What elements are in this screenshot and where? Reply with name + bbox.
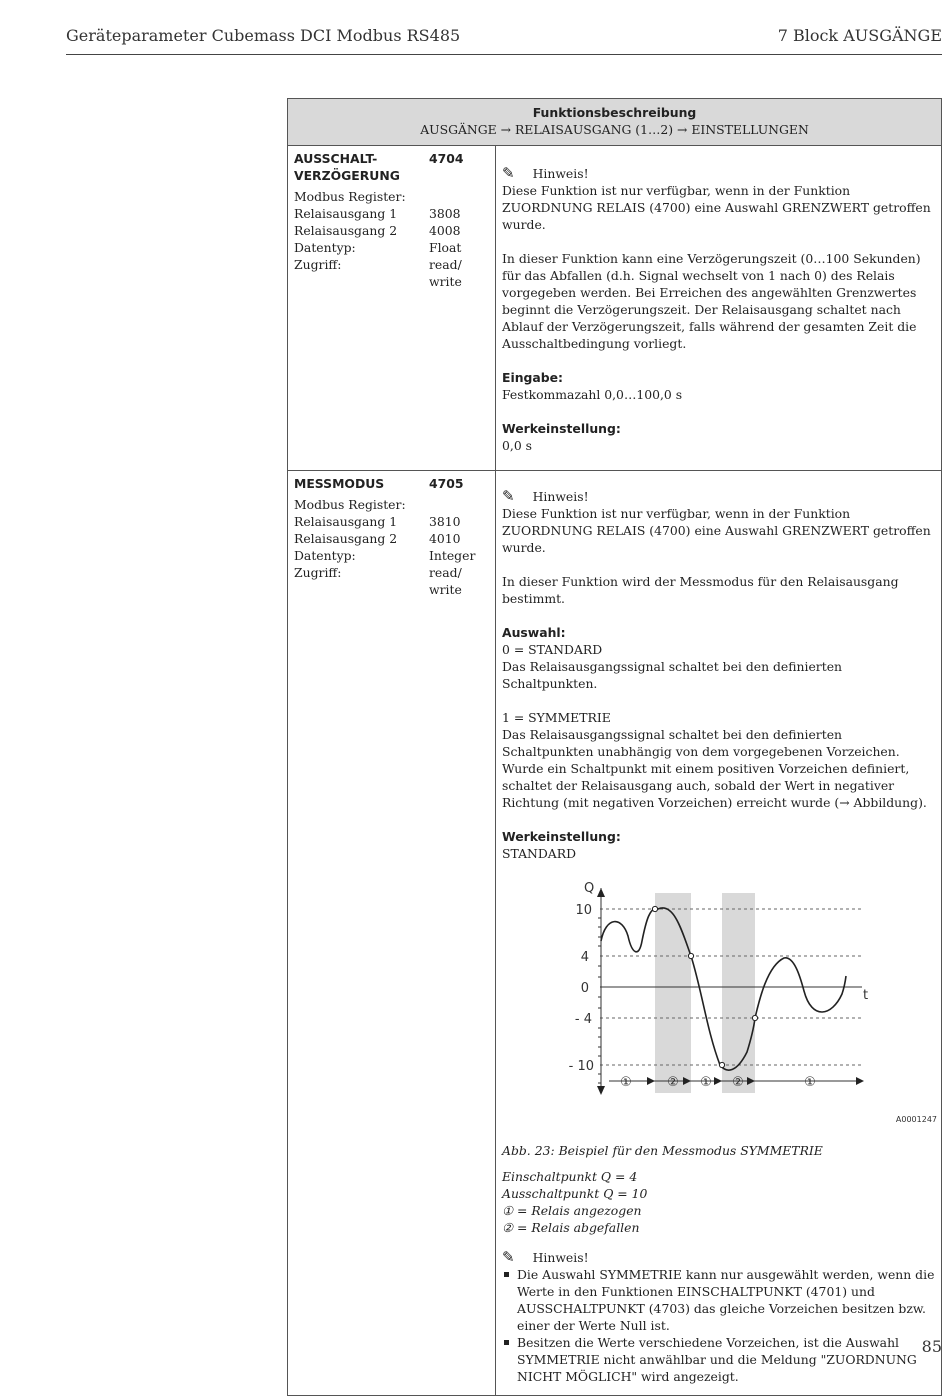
option-symmetrie-desc: Das Relaisausgangssignal schaltet bei den definierten Schaltpunkten unabhängig von dem vorgegebenen Vorzeichen. Wurde ein Schaltpunkt mit einem positiven Vorzeichen definiert, schaltet der Relaisausgang auch, sobald der Wert in negativer Richtung (mit negativen Vorzeichen) erreicht wurde (→ Abbildung). [502, 727, 927, 810]
zone-mark: ① [804, 1075, 816, 1090]
symmetry-figure [502, 876, 935, 1128]
relay1-label: Relaisausgang 1 [294, 206, 398, 221]
relay-off-zone [722, 893, 755, 1093]
relay1-register: 3810 [429, 514, 461, 529]
legend-item: Ausschaltpunkt Q = 10 [502, 1186, 648, 1201]
figure-caption: Abb. 23: Beispiel für den Messmodus SYMMETRIE [502, 1143, 823, 1158]
default-label: Werkeinstellung: [502, 421, 621, 436]
function-row-4705 [288, 471, 942, 1396]
page-number: 85 [921, 1337, 942, 1356]
option-standard-desc: Das Relaisausgangssignal schaltet bei den definierten Schaltpunkten. [502, 659, 843, 691]
function-desc-4705 [496, 471, 942, 1396]
arrow-right-icon [714, 1077, 722, 1085]
input-label: Eingabe: [502, 370, 563, 385]
function-name: MESSMODUS [294, 476, 385, 491]
hint [502, 165, 935, 182]
default-value: 0,0 s [502, 438, 533, 453]
access-label: Zugriff: [294, 257, 342, 272]
hint [502, 488, 935, 505]
pencil-note-icon: ✎ [502, 1248, 515, 1266]
tick-label: - 10 [568, 1059, 594, 1074]
figure-code: A0001247 [895, 1115, 937, 1124]
arrow-right-icon [856, 1077, 864, 1085]
function-name: AUSSCHALT- VERZÖGERUNG [294, 151, 400, 183]
switch-point [652, 906, 657, 911]
switch-point [752, 1015, 757, 1020]
switching-diagram [568, 876, 872, 1098]
table-header [288, 99, 942, 146]
hint-text: Diese Funktion ist nur verfügbar, wenn in der Funktion ZUORDNUNG RELAIS (4700) eine Auswahl GRENZWERT getroffen wurde. [502, 183, 931, 232]
modbus-register-label: Modbus Register: [294, 189, 406, 204]
tick-label: 4 [580, 950, 589, 965]
function-code: 4705 [429, 476, 464, 491]
relay2-register: 4010 [429, 531, 461, 546]
zone-mark: ② [732, 1075, 744, 1090]
axis-arrow-down-icon [597, 1086, 605, 1095]
option-symmetrie: 1 = SYMMETRIE [502, 710, 611, 725]
hint-label: Hinweis! [532, 489, 589, 504]
list-item: Die Auswahl SYMMETRIE kann nur ausgewählt werden, wenn die Werte in den Funktionen EINSCHALTPUNKT (4701) und AUSSCHALTPUNKT (4703) das gleiche Vorzeichen besitzen bzw. einer der Werte Null ist. [502, 1266, 935, 1334]
datatype-value: Float [429, 240, 462, 255]
function-description: In dieser Funktion wird der Messmodus für den Relaisausgang bestimmt. [502, 574, 899, 606]
relay2-label: Relaisausgang 2 [294, 531, 398, 546]
datatype-value: Integer [429, 548, 476, 563]
default-label: Werkeinstellung: [502, 829, 621, 844]
selection-label: Auswahl: [502, 625, 566, 640]
axis-arrow-up-icon [597, 888, 605, 897]
datatype-label: Datentyp: [294, 240, 356, 255]
datatype-label: Datentyp: [294, 548, 356, 563]
relay-off-zone [655, 893, 691, 1093]
access-value: read/ write [429, 565, 462, 597]
zone-mark: ① [620, 1075, 632, 1090]
menu-path: AUSGÄNGE → RELAISAUSGANG (1…2) → EINSTELLUNGEN [420, 122, 809, 137]
zone-mark: ② [667, 1075, 679, 1090]
hint-label: Hinweis! [532, 1250, 589, 1265]
pencil-note-icon: ✎ [502, 487, 515, 505]
option-standard: 0 = STANDARD [502, 642, 603, 657]
switch-point [688, 953, 693, 958]
running-header-chapter: 7 Block AUSGÄNGE [777, 26, 942, 45]
relay1-register: 3808 [429, 206, 461, 221]
default-value: STANDARD [502, 846, 577, 861]
header-rule [66, 54, 942, 55]
hint-bullet-list [502, 1266, 935, 1385]
switch-point [719, 1062, 724, 1067]
pencil-note-icon: ✎ [502, 164, 515, 182]
y-axis-label: Q [584, 881, 595, 896]
running-header-title: Geräteparameter Cubemass DCI Modbus RS485 [66, 26, 461, 45]
legend-item: ① = Relais angezogen [502, 1203, 642, 1218]
legend-item: ② = Relais abgefallen [502, 1220, 640, 1235]
tick-label: 10 [575, 903, 592, 918]
x-axis-label: t [863, 988, 869, 1003]
function-row-4704 [288, 146, 942, 471]
hint [502, 1249, 935, 1266]
arrow-right-icon [647, 1077, 655, 1085]
legend-item: Einschaltpunkt Q = 4 [502, 1169, 638, 1184]
function-meta-4705 [288, 471, 496, 1396]
hint-label: Hinweis! [532, 166, 589, 181]
function-desc-4704 [496, 146, 942, 471]
list-item: Besitzen die Werte verschiedene Vorzeichen, ist die Auswahl SYMMETRIE nicht anwählbar und die Meldung "ZUORDNUNG NICHT MÖGLICH" wird angezeigt. [502, 1334, 935, 1385]
table-title: Funktionsbeschreibung [532, 105, 697, 120]
modbus-register-label: Modbus Register: [294, 497, 406, 512]
tick-label: - 4 [574, 1012, 592, 1027]
zone-mark: ① [700, 1075, 712, 1090]
function-table [287, 98, 942, 1396]
function-description: In dieser Funktion kann eine Verzögerungszeit (0…100 Sekunden) für das Abfallen (d.h. Signal wechselt von 1 nach 0) des Relais vorgegeben werden. Bei Erreichen des angewählten Grenzwertes beginnt die Verzögerungszeit. Der Relaisausgang schaltet nach Ablauf der Verzögerungszeit, falls während der gesamten Zeit die Ausschaltbedingung vorliegt. [502, 251, 921, 351]
relay2-register: 4008 [429, 223, 461, 238]
relay2-label: Relaisausgang 2 [294, 223, 398, 238]
tick-label: 0 [580, 981, 589, 996]
hint-text: Diese Funktion ist nur verfügbar, wenn in der Funktion ZUORDNUNG RELAIS (4700) eine Auswahl GRENZWERT getroffen wurde. [502, 506, 931, 555]
access-label: Zugriff: [294, 565, 342, 580]
access-value: read/ write [429, 257, 462, 289]
relay1-label: Relaisausgang 1 [294, 514, 398, 529]
function-meta-4704 [288, 146, 496, 471]
function-code: 4704 [429, 151, 464, 166]
input-value: Festkommazahl 0,0…100,0 s [502, 387, 683, 402]
